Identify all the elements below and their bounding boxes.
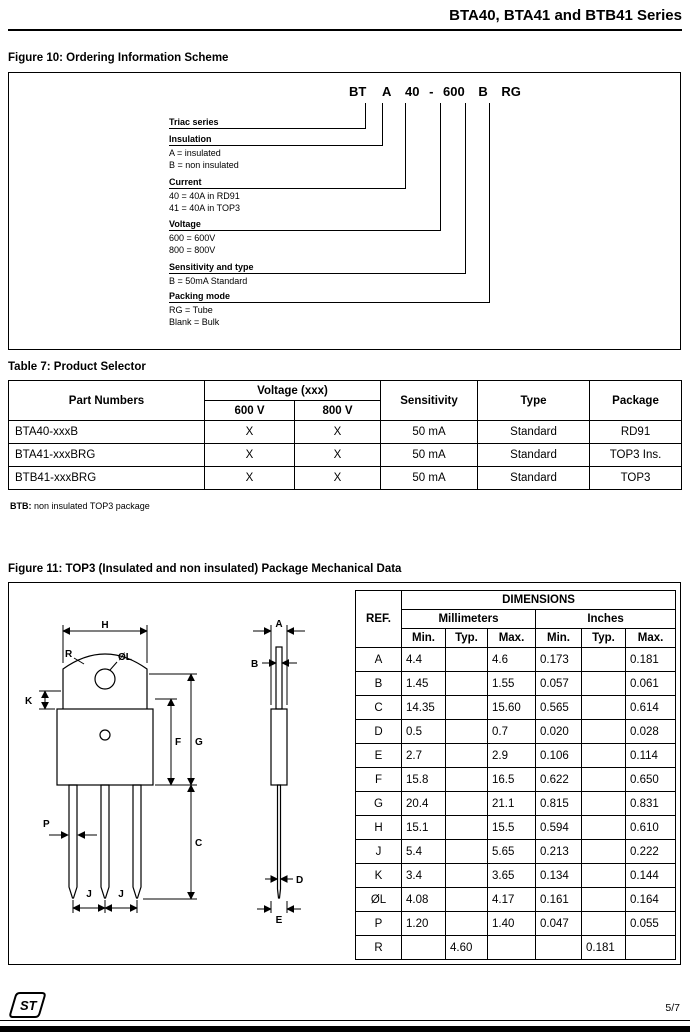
in-min-cell: 0.106 (536, 744, 582, 768)
in-min-cell (536, 936, 582, 960)
mm-min-cell: 1.20 (402, 912, 446, 936)
dim-label-g: G (195, 737, 203, 748)
code-segment-dash: - (429, 84, 434, 99)
ref-cell: F (356, 768, 402, 792)
part-number-cell: BTB41-xxxBRG (9, 467, 205, 490)
dims-header-inches: Inches (536, 610, 676, 629)
dim-label-p: P (43, 819, 50, 830)
mm-max-cell: 1.55 (488, 672, 536, 696)
connector-line-insulation (382, 103, 383, 146)
dims-header-mm-typ: Typ. (446, 629, 488, 648)
dims-header-row-2 (356, 610, 676, 629)
t7-header-part-numbers: Part Numbers (9, 381, 205, 421)
dim-label-j1: J (86, 889, 92, 900)
dims-header-ref: REF. (356, 591, 402, 648)
v800-cell: X (295, 444, 381, 467)
dimension-row (356, 720, 676, 744)
mm-min-cell: 14.35 (402, 696, 446, 720)
mm-min-cell: 20.4 (402, 792, 446, 816)
in-min-cell: 0.173 (536, 648, 582, 672)
product-row (9, 421, 682, 444)
in-typ-cell (582, 696, 626, 720)
mm-typ-cell: 4.60 (446, 936, 488, 960)
mm-max-cell: 16.5 (488, 768, 536, 792)
front-view-dimensions (39, 625, 197, 913)
mm-min-cell: 15.1 (402, 816, 446, 840)
mm-max-cell: 1.40 (488, 912, 536, 936)
leg-1 (69, 785, 77, 898)
code-segment-voltage: 600 (443, 84, 465, 99)
in-min-cell: 0.565 (536, 696, 582, 720)
st-logo (8, 990, 48, 1020)
legend-current-title: Current (169, 177, 202, 187)
dim-label-h: H (101, 620, 109, 631)
legend-sensitivity-title: Sensitivity and type (169, 262, 254, 272)
in-typ-cell (582, 648, 626, 672)
dim-label-b: B (251, 659, 259, 670)
type-cell: Standard (478, 444, 590, 467)
legend-packing-title: Packing mode (169, 291, 231, 301)
dims-header-mm-min: Min. (402, 629, 446, 648)
legend-packing-line1: RG = Tube (169, 305, 213, 315)
legend-current-line1: 40 = 40A in RD91 (169, 191, 240, 201)
in-max-cell: 0.831 (626, 792, 676, 816)
figure11-box (8, 582, 681, 965)
legend-current-line2: 41 = 40A in TOP3 (169, 203, 240, 213)
mm-max-cell: 15.60 (488, 696, 536, 720)
ref-cell: E (356, 744, 402, 768)
in-typ-cell (582, 816, 626, 840)
in-max-cell: 0.114 (626, 744, 676, 768)
v800-cell: X (295, 467, 381, 490)
dims-header-in-typ: Typ. (582, 629, 626, 648)
dimensions-table (355, 590, 676, 960)
t7-header-600v: 600 V (205, 401, 295, 421)
package-cell: TOP3 (590, 467, 682, 490)
in-max-cell: 0.028 (626, 720, 676, 744)
figure10-box (8, 72, 681, 350)
dimension-row (356, 792, 676, 816)
legend-voltage-rule (169, 230, 441, 231)
mm-typ-cell (446, 744, 488, 768)
dim-label-e: E (275, 915, 283, 926)
legend-current-rule (169, 188, 406, 189)
ref-cell: J (356, 840, 402, 864)
dim-label-ol: ØL (118, 652, 132, 663)
dimension-row (356, 864, 676, 888)
in-typ-cell (582, 864, 626, 888)
t7-header-sensitivity: Sensitivity (381, 381, 478, 421)
sensitivity-cell: 50 mA (381, 467, 478, 490)
t7-header-type: Type (478, 381, 590, 421)
in-min-cell: 0.057 (536, 672, 582, 696)
dim-label-d: D (296, 875, 304, 886)
footer-thin-rule (0, 1020, 690, 1021)
legend-sensitivity-line1: B = 50mA Standard (169, 276, 248, 286)
in-typ-cell (582, 888, 626, 912)
in-typ-cell (582, 720, 626, 744)
dim-label-j2: J (118, 889, 124, 900)
in-typ-cell (582, 744, 626, 768)
dims-header-millimeters: Millimeters (402, 610, 536, 629)
v600-cell: X (205, 421, 295, 444)
legend-insulation-rule (169, 145, 383, 146)
product-row (9, 444, 682, 467)
dim-label-f: F (175, 737, 182, 748)
in-max-cell: 0.610 (626, 816, 676, 840)
in-typ-cell (582, 768, 626, 792)
dimension-row (356, 816, 676, 840)
dim-label-c: C (195, 838, 203, 849)
dimension-row (356, 672, 676, 696)
mm-max-cell: 4.17 (488, 888, 536, 912)
figure11-title: Figure 11: TOP3 (Insulated and non insulated) Package Mechanical Data (8, 563, 402, 575)
legend-triac-rule (169, 128, 366, 129)
product-row (9, 467, 682, 490)
ref-cell: ØL (356, 888, 402, 912)
connector-line-voltage (440, 103, 441, 231)
mm-max-cell: 15.5 (488, 816, 536, 840)
package-cell: RD91 (590, 421, 682, 444)
dim-label-a: A (275, 619, 283, 630)
in-min-cell: 0.815 (536, 792, 582, 816)
mounting-hole (95, 669, 115, 689)
in-max-cell: 0.222 (626, 840, 676, 864)
legend-packing-line2: Blank = Bulk (169, 317, 220, 327)
dims-header-dimensions: DIMENSIONS (402, 591, 676, 610)
ref-cell: A (356, 648, 402, 672)
in-max-cell: 0.614 (626, 696, 676, 720)
tab-outline (63, 654, 147, 709)
legend-voltage-line1: 600 = 600V (169, 233, 216, 243)
type-cell: Standard (478, 467, 590, 490)
in-max-cell: 0.164 (626, 888, 676, 912)
code-segment-type: B (478, 84, 488, 99)
dimension-row (356, 696, 676, 720)
t7-header-package: Package (590, 381, 682, 421)
mm-typ-cell (446, 840, 488, 864)
mm-min-cell: 15.8 (402, 768, 446, 792)
mm-typ-cell (446, 648, 488, 672)
mm-typ-cell (446, 792, 488, 816)
type-cell: Standard (478, 421, 590, 444)
in-typ-cell (582, 840, 626, 864)
legend-triac-title: Triac series (169, 117, 219, 127)
mm-min-cell: 4.08 (402, 888, 446, 912)
table7-note (10, 501, 150, 511)
ref-cell: K (356, 864, 402, 888)
side-body (271, 709, 287, 785)
footer-thick-rule (0, 1026, 690, 1032)
legend-insulation-title: Insulation (169, 134, 212, 144)
t7-header-row-1 (9, 381, 682, 401)
mm-min-cell: 2.7 (402, 744, 446, 768)
page-title: BTA40, BTA41 and BTB41 Series (449, 7, 682, 24)
connector-line-type (465, 103, 466, 274)
header-rule (8, 29, 682, 31)
sensitivity-cell: 50 mA (381, 421, 478, 444)
side-tab (276, 647, 282, 709)
legend-insulation-line1: A = insulated (169, 148, 221, 158)
dims-header-in-min: Min. (536, 629, 582, 648)
mm-typ-cell (446, 696, 488, 720)
code-segment-series: BT (349, 84, 367, 99)
table7-note-label: BTB: (10, 501, 32, 511)
code-segment-packing: RG (501, 84, 521, 99)
connector-line-packing (489, 103, 490, 303)
mm-min-cell (402, 936, 446, 960)
mm-min-cell: 3.4 (402, 864, 446, 888)
in-max-cell: 0.650 (626, 768, 676, 792)
in-max-cell: 0.144 (626, 864, 676, 888)
in-typ-cell: 0.181 (582, 936, 626, 960)
mm-min-cell: 0.5 (402, 720, 446, 744)
dimension-row (356, 888, 676, 912)
legend-packing-rule (169, 302, 490, 303)
part-number-cell: BTA41-xxxBRG (9, 444, 205, 467)
t7-header-voltage: Voltage (xxx) (205, 381, 381, 401)
mm-typ-cell (446, 816, 488, 840)
figure10-title: Figure 10: Ordering Information Scheme (8, 52, 229, 64)
mm-min-cell: 5.4 (402, 840, 446, 864)
v600-cell: X (205, 444, 295, 467)
mm-max-cell: 0.7 (488, 720, 536, 744)
mm-typ-cell (446, 888, 488, 912)
connector-line-series (365, 103, 366, 129)
leg-2 (101, 785, 109, 898)
in-max-cell: 0.181 (626, 648, 676, 672)
ordering-code (349, 84, 521, 99)
in-min-cell: 0.047 (536, 912, 582, 936)
in-min-cell: 0.622 (536, 768, 582, 792)
in-max-cell: 0.061 (626, 672, 676, 696)
in-min-cell: 0.134 (536, 864, 582, 888)
part-number-cell: BTA40-xxxB (9, 421, 205, 444)
legend-insulation-line2: B = non insulated (169, 160, 239, 170)
ref-cell: H (356, 816, 402, 840)
side-view (271, 647, 287, 898)
table7-note-text: non insulated TOP3 package (31, 501, 150, 511)
mm-min-cell: 4.4 (402, 648, 446, 672)
ref-cell: G (356, 792, 402, 816)
in-min-cell: 0.213 (536, 840, 582, 864)
dimension-row (356, 840, 676, 864)
product-selector-table (8, 380, 682, 490)
side-leg (278, 785, 281, 898)
mm-max-cell: 3.65 (488, 864, 536, 888)
in-min-cell: 0.161 (536, 888, 582, 912)
ref-cell: B (356, 672, 402, 696)
in-min-cell: 0.020 (536, 720, 582, 744)
code-segment-current: 40 (404, 84, 420, 99)
side-view-dimensions (253, 625, 305, 913)
ref-cell: D (356, 720, 402, 744)
ref-cell: R (356, 936, 402, 960)
mm-min-cell: 1.45 (402, 672, 446, 696)
ref-cell: C (356, 696, 402, 720)
dims-header-mm-max: Max. (488, 629, 536, 648)
dimension-row (356, 768, 676, 792)
dimension-row (356, 744, 676, 768)
v800-cell: X (295, 421, 381, 444)
v600-cell: X (205, 467, 295, 490)
package-mechanical-drawing (21, 617, 351, 937)
mm-typ-cell (446, 768, 488, 792)
sensitivity-cell: 50 mA (381, 444, 478, 467)
mm-max-cell (488, 936, 536, 960)
ref-cell: P (356, 912, 402, 936)
table7-title: Table 7: Product Selector (8, 361, 146, 373)
mm-typ-cell (446, 864, 488, 888)
legend-voltage-title: Voltage (169, 219, 201, 229)
in-max-cell (626, 936, 676, 960)
t7-header-800v: 800 V (295, 401, 381, 421)
st-logo-text: ST (20, 998, 37, 1013)
front-view (57, 654, 153, 898)
dimension-row (356, 912, 676, 936)
mm-max-cell: 2.9 (488, 744, 536, 768)
in-min-cell: 0.594 (536, 816, 582, 840)
dimension-row (356, 648, 676, 672)
page-number: 5/7 (665, 1002, 680, 1014)
dims-header-row-3 (356, 629, 676, 648)
body-mark (100, 730, 110, 740)
body-outline (57, 709, 153, 785)
mm-typ-cell (446, 672, 488, 696)
legend-voltage-line2: 800 = 800V (169, 245, 216, 255)
mm-max-cell: 4.6 (488, 648, 536, 672)
legend-sensitivity-rule (169, 273, 466, 274)
in-typ-cell (582, 672, 626, 696)
in-typ-cell (582, 912, 626, 936)
leg-3 (133, 785, 141, 898)
package-cell: TOP3 Ins. (590, 444, 682, 467)
dim-label-k: K (25, 696, 33, 707)
connector-line-current (405, 103, 406, 189)
dim-label-r: R (65, 649, 73, 660)
dims-header-in-max: Max. (626, 629, 676, 648)
in-typ-cell (582, 792, 626, 816)
mm-max-cell: 5.65 (488, 840, 536, 864)
mm-max-cell: 21.1 (488, 792, 536, 816)
mm-typ-cell (446, 720, 488, 744)
mm-typ-cell (446, 912, 488, 936)
in-max-cell: 0.055 (626, 912, 676, 936)
dims-header-row-1 (356, 591, 676, 610)
dimension-row (356, 936, 676, 960)
code-segment-insulation: A (381, 84, 392, 99)
